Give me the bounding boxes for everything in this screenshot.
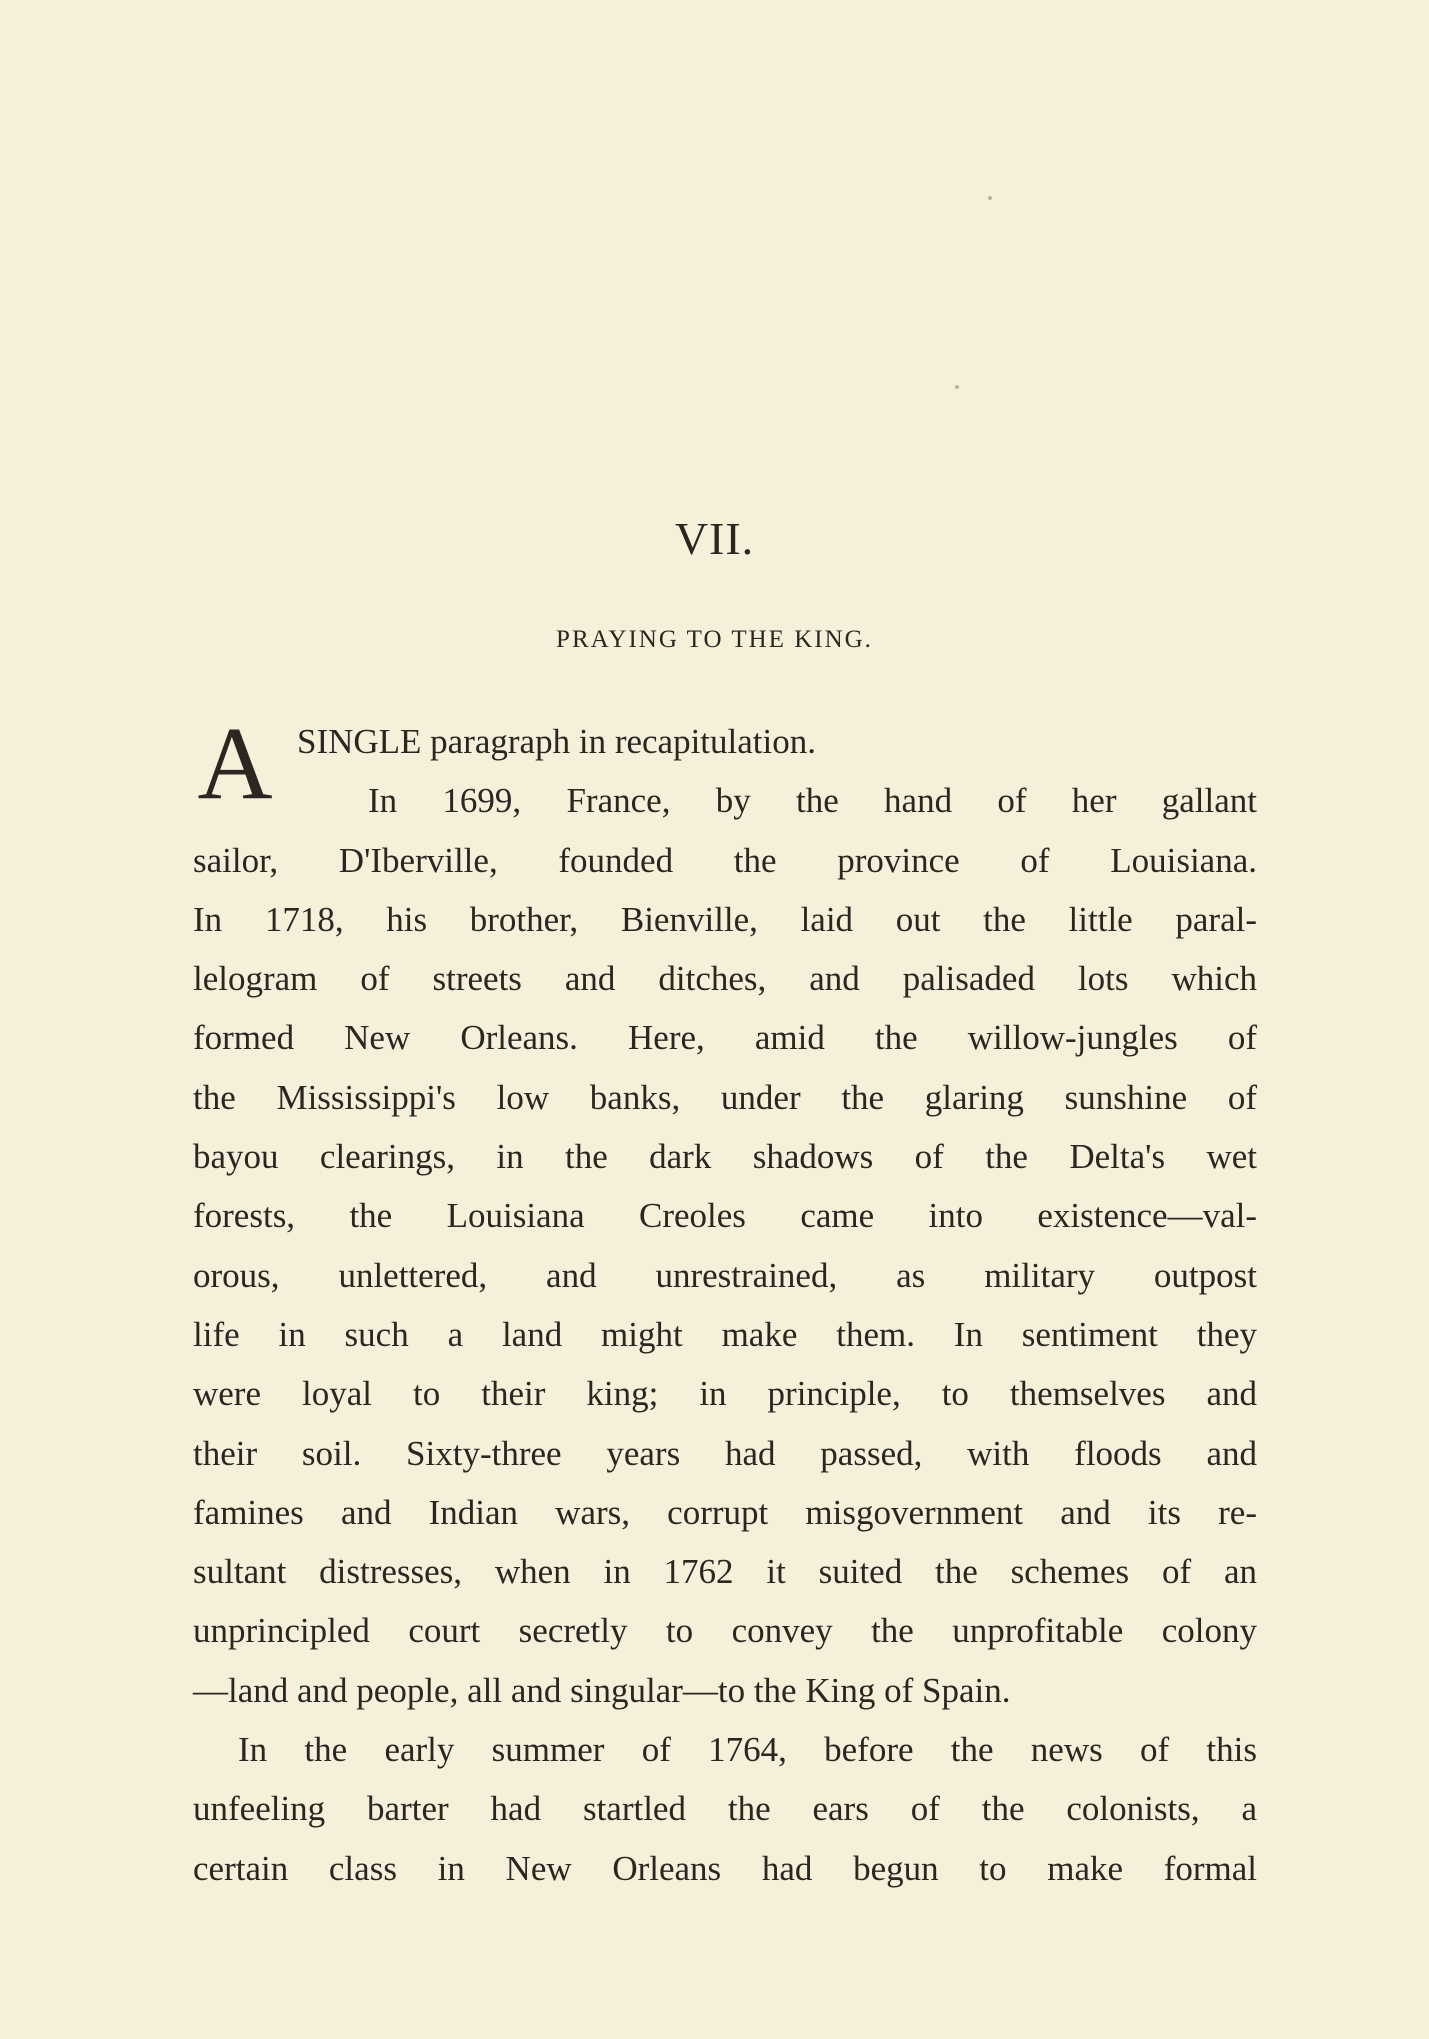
chapter-number: VII. xyxy=(674,513,755,564)
text-line-7: the Mississippi's low banks, under the glaring sunshine of xyxy=(193,1077,1257,1117)
text-line-13: their soil. Sixty-three years had passed, with floods and xyxy=(193,1433,1257,1473)
text-line-11: life in such a land might make them. In sentiment they xyxy=(193,1314,1257,1354)
text-line-18: In the early summer of 1764, before the news of this xyxy=(238,1730,1257,1770)
text-line-16: unprincipled court secretly to convey the unprofitable colony xyxy=(193,1611,1257,1651)
text-line-4: In 1718, his brother, Bienville, laid out the little paral- xyxy=(193,899,1257,939)
chapter-title: PRAYING TO THE KING. xyxy=(556,626,873,653)
chapter-body xyxy=(193,712,1257,1898)
text-line-12: were loyal to their king; in principle, to themselves and xyxy=(193,1374,1257,1414)
paper-speck xyxy=(955,385,959,389)
text-line-19: unfeeling barter had startled the ears of the colonists, a xyxy=(193,1789,1257,1829)
paper-speck xyxy=(988,196,992,200)
text-line-14: famines and Indian wars, corrupt misgovernment and its re- xyxy=(193,1492,1257,1532)
text-line-20: certain class in New Orleans had begun to make formal xyxy=(193,1848,1257,1888)
text-line-8: bayou clearings, in the dark shadows of the Delta's wet xyxy=(193,1137,1257,1177)
text-line-2: In 1699, France, by the hand of her gallant xyxy=(368,781,1257,821)
text-line-17: —land and people, all and singular—to the King of Spain. xyxy=(193,1670,1011,1710)
text-line-3: sailor, D'Iberville, founded the province of Louisiana. xyxy=(193,840,1257,880)
text-line-9: forests, the Louisiana Creoles came into existence—val- xyxy=(193,1196,1257,1236)
text-line-5: lelogram of streets and ditches, and palisaded lots which xyxy=(193,959,1257,999)
text-line-1: SINGLE paragraph in recapitulation. xyxy=(297,722,816,761)
svg-text:A: A xyxy=(197,718,273,810)
text-line-6: formed New Orleans. Here, amid the willow-jungles of xyxy=(193,1018,1257,1058)
text-line-10: orous, unlettered, and unrestrained, as military outpost xyxy=(193,1255,1257,1295)
text-line-15: sultant distresses, when in 1762 it suited the schemes of an xyxy=(193,1552,1257,1592)
